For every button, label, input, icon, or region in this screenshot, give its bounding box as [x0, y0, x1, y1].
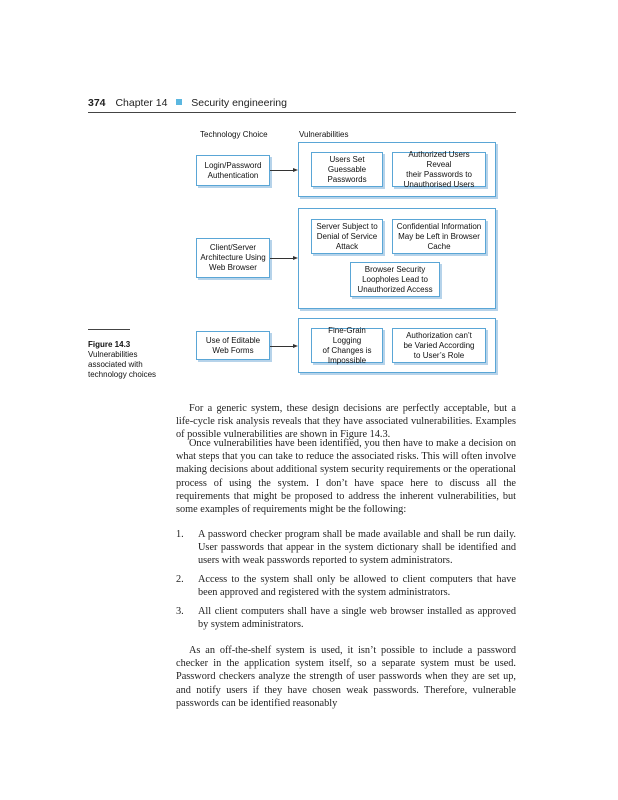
arrow-2-line	[270, 258, 294, 259]
vuln-box-reveal-passwords: Authorized Users Reveal their Passwords to Unauthorised Users	[392, 152, 486, 187]
tech-box-client-server: Client/Server Architecture Using Web Browser	[196, 238, 270, 278]
figure-label: Figure 14.3	[88, 340, 131, 349]
figure-caption: Vulnerabilities associated with technology choices	[88, 350, 157, 379]
technology-column-header: Technology Choice	[200, 130, 268, 139]
body-paragraph-2: Once vulnerabilities have been identified, you then have to make a decision on what steps that you can take to reduce the associated risks. This will often involve making decisions about additional system security requirements or the operational process of using the system. I don’t have space here to discuss all the requirements that might be proposed to address the inherent vulnerabilities, but some examples of requirements might be the following:	[176, 438, 516, 516]
body-paragraph-3: As an off-the-shelf system is used, it isn’t possible to include a password checker in the application system itself, so a separate system must be used. Password checkers analyze the strength of user passwords when they are set up, and notify users if they have chosen weak passwords. Therefore, vulnerable passwords can be identified reasonably	[176, 645, 516, 709]
vulnerabilities-column-header: Vulnerabilities	[299, 130, 349, 139]
figure-caption-rule	[88, 329, 130, 330]
requirement-item-2	[176, 573, 516, 599]
vuln-box-browser-cache: Confidential Information May be Left in Browser Cache	[392, 219, 486, 254]
requirement-text: Access to the system shall only be allowed to client computers that have been approved and registered with the system administrators.	[198, 574, 516, 599]
vuln-box-denial-of-service: Server Subject to Denial of Service Attack	[311, 219, 383, 254]
section-title: Security engineering	[191, 97, 287, 109]
vuln-box-authorization-role: Authorization can’t be Varied According to User’s Role	[392, 328, 486, 363]
header-square-icon	[176, 99, 182, 105]
vuln-box-guessable-passwords: Users Set Guessable Passwords	[311, 152, 383, 187]
requirement-item-1	[176, 528, 516, 568]
requirement-text: All client computers shall have a single web browser installed as approved by system administrators.	[198, 606, 516, 631]
page-number: 374	[88, 97, 106, 109]
vuln-box-browser-loopholes: Browser Security Loopholes Lead to Unauthorized Access	[350, 262, 440, 297]
requirement-number: 2.	[176, 574, 184, 585]
vuln-box-fine-grain-logging: Fine-Grain Logging of Changes is Impossible	[311, 328, 383, 363]
tech-box-login: Login/Password Authentication	[196, 155, 270, 186]
arrow-3-line	[270, 346, 294, 347]
requirement-text: A password checker program shall be made available and shall be run daily. User passwords that appear in the system dictionary shall be identified and users with weak passwords reported to system administrators.	[198, 529, 516, 567]
tech-box-web-forms: Use of Editable Web Forms	[196, 331, 270, 360]
header-rule	[88, 112, 516, 113]
chapter-label: Chapter 14	[115, 97, 168, 109]
requirement-number: 1.	[176, 529, 184, 540]
body-paragraph-1: For a generic system, these design decisions are perfectly acceptable, but a life-cycle risk analysis reveals that they have associated vulnerabilities. Examples of possible vulnerabilities are shown in Figure 14.3.	[176, 403, 516, 441]
requirement-number: 3.	[176, 606, 184, 617]
arrow-1-line	[270, 170, 294, 171]
requirement-item-3	[176, 605, 516, 631]
running-header	[88, 97, 287, 109]
